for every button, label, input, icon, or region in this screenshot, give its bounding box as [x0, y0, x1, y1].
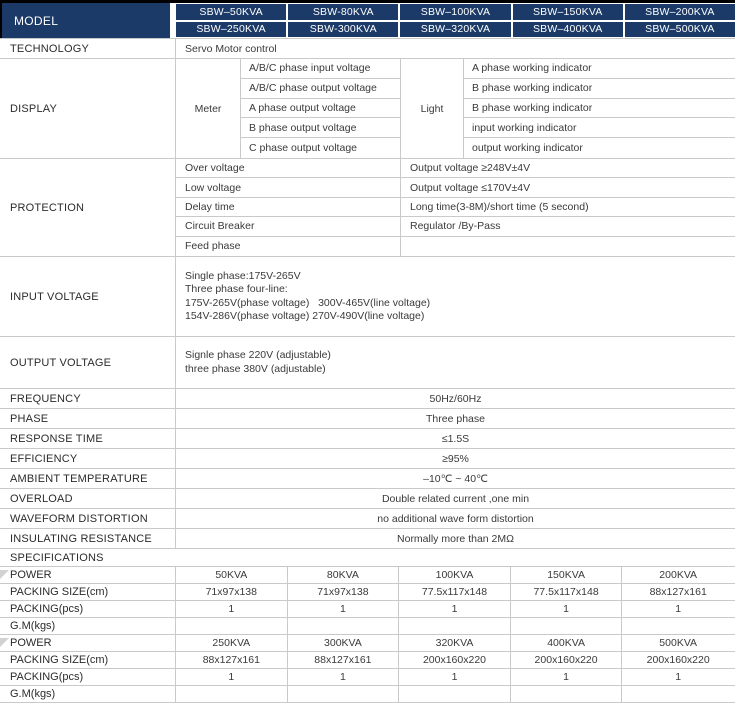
gm-kgs-row-group1 [0, 618, 735, 635]
model-header-cell [0, 3, 170, 38]
gm-kgs-value [399, 686, 511, 702]
protection-value: Long time(3-8M)/short time (5 second) [410, 201, 589, 214]
packing-pcs-value: 1 [176, 601, 288, 617]
power-value: 100KVA [399, 567, 511, 583]
packing-size-value: 71x97x138 [176, 584, 288, 600]
power-row-group1 [0, 567, 735, 584]
input-voltage-label: INPUT VOLTAGE [0, 257, 176, 336]
meter-items [241, 59, 401, 158]
model-header-row [0, 3, 735, 39]
power-value: 50KVA [176, 567, 288, 583]
insulating-resistance-row [0, 529, 735, 549]
protection-name: Low voltage [176, 178, 401, 196]
gm-kgs-value [288, 618, 400, 634]
packing-size-value: 200x160x220 [646, 654, 710, 666]
protection-name: Over voltage [176, 159, 401, 177]
power-value: 80KVA [288, 567, 400, 583]
display-row [0, 59, 735, 159]
packing-size-row-group1 [0, 584, 735, 601]
protection-value: Output voltage ≤170V±4V [410, 181, 531, 194]
waveform-distortion-label: WAVEFORM DISTORTION [0, 509, 176, 528]
frequency-value: 50Hz/60Hz [429, 392, 482, 405]
protection-name: Delay time [176, 198, 401, 216]
packing-size-value: 71x97x138 [288, 584, 400, 600]
model-cell-150kva: SBW–150KVA [513, 4, 623, 20]
meter-item: A/B/C phase input voltage [241, 59, 400, 79]
gm-kgs-value [399, 618, 511, 634]
input-voltage-line: Single phase:175V-265V [185, 269, 301, 282]
light-item: A phase working indicator [464, 59, 735, 79]
model-cell-100kva: SBW–100KVA [400, 4, 510, 20]
protection-value: Regulator /By-Pass [410, 220, 501, 233]
meter-item: C phase output voltage [249, 142, 357, 155]
technology-row [0, 39, 735, 59]
gm-kgs-value [288, 686, 400, 702]
row-marker-triangle-icon [0, 570, 9, 579]
overload-value: Double related current ,one min [381, 492, 530, 505]
packing-size-value: 88x127x161 [176, 652, 288, 668]
protection-subrow [176, 237, 735, 256]
ambient-temperature-row [0, 469, 735, 489]
meter-item: A/B/C phase output voltage [241, 79, 400, 99]
model-grid [176, 3, 735, 38]
model-cell-80kva: SBW-80KVA [288, 4, 398, 20]
protection-subrow [176, 198, 735, 217]
packing-pcs-row-group1 [0, 601, 735, 618]
ambient-temperature-value: –10℃ ~ 40℃ [423, 472, 488, 485]
specifications-header: SPECIFICATIONS [0, 549, 735, 567]
power-value: 320KVA [399, 635, 511, 651]
frequency-row [0, 389, 735, 409]
waveform-distortion-value: no additional wave form distortion [377, 512, 534, 525]
light-item: B phase working indicator [464, 99, 735, 119]
gm-kgs-value [176, 686, 288, 702]
model-cell-400kva: SBW–400KVA [513, 22, 623, 38]
meter-item: B phase output voltage [241, 118, 400, 138]
power-label: POWER [0, 635, 176, 651]
packing-pcs-label: PACKING(pcs) [0, 601, 176, 617]
packing-size-value: 88x127x161 [649, 586, 707, 598]
packing-size-value: 77.5x117x148 [399, 584, 511, 600]
protection-value [401, 237, 735, 256]
light-item: input working indicator [464, 118, 735, 138]
model-cell-50kva: SBW–50KVA [176, 4, 286, 20]
output-voltage-label: OUTPUT VOLTAGE [0, 337, 176, 388]
gm-kgs-value [511, 686, 623, 702]
input-voltage-line: Three phase four-line: [185, 283, 288, 295]
insulating-resistance-value: Normally more than 2MΩ [397, 532, 514, 545]
model-cell-200kva: SBW–200KVA [625, 4, 735, 20]
light-item: output working indicator [472, 142, 583, 155]
phase-value: Three phase [426, 412, 485, 425]
packing-size-row-group2 [0, 652, 735, 669]
protection-subrow [176, 217, 735, 236]
response-time-label: RESPONSE TIME [0, 429, 176, 448]
frequency-label: FREQUENCY [0, 389, 176, 408]
protection-body [176, 159, 735, 256]
protection-name: Feed phase [176, 237, 401, 256]
packing-pcs-value: 1 [511, 601, 623, 617]
overload-row [0, 489, 735, 509]
packing-size-value: 200x160x220 [399, 652, 511, 668]
gm-kgs-value [622, 686, 734, 702]
packing-size-label: PACKING SIZE(cm) [0, 584, 176, 600]
power-value: 400KVA [511, 635, 623, 651]
row-marker-triangle-icon [0, 638, 9, 647]
meter-item: A phase output voltage [241, 99, 400, 119]
packing-pcs-value: 1 [288, 601, 400, 617]
phase-row [0, 409, 735, 429]
response-time-value: ≤1.5S [441, 432, 470, 445]
response-time-row [0, 429, 735, 449]
packing-pcs-row-group2 [0, 669, 735, 686]
model-cell-300kva: SBW-300KVA [288, 22, 398, 38]
input-voltage-value [176, 257, 735, 336]
meter-label: Meter [176, 59, 241, 158]
packing-pcs-label: PACKING(pcs) [0, 669, 176, 685]
model-label: MODEL [14, 13, 59, 28]
packing-size-value: 88x127x161 [288, 652, 400, 668]
technology-label: TECHNOLOGY [0, 39, 176, 58]
protection-subrow [176, 178, 735, 197]
protection-label: PROTECTION [0, 159, 176, 256]
gm-kgs-label: G.M(kgs) [0, 686, 176, 702]
power-value: 250KVA [176, 635, 288, 651]
power-row-group2 [0, 635, 735, 652]
power-value: 150KVA [511, 567, 623, 583]
power-value: 200KVA [659, 569, 698, 581]
light-items [464, 59, 735, 158]
input-voltage-row [0, 257, 735, 337]
protection-row [0, 159, 735, 257]
phase-label: PHASE [0, 409, 176, 428]
efficiency-value: ≥95% [442, 452, 469, 465]
packing-pcs-value: 1 [511, 669, 623, 685]
output-voltage-line: three phase 380V (adjustable) [185, 362, 326, 375]
packing-size-label: PACKING SIZE(cm) [0, 652, 176, 668]
packing-size-value: 200x160x220 [511, 652, 623, 668]
protection-subrow [176, 159, 735, 178]
gm-kgs-value [511, 618, 623, 634]
power-value: 500KVA [659, 637, 698, 649]
ambient-temperature-label: AMBIENT TEMPERATURE [0, 469, 176, 488]
gm-kgs-row-group2 [0, 686, 735, 703]
protection-name: Circuit Breaker [176, 217, 401, 235]
packing-pcs-value: 1 [675, 671, 682, 683]
packing-pcs-value: 1 [176, 669, 288, 685]
model-cell-250kva: SBW–250KVA [176, 22, 286, 38]
packing-size-value: 77.5x117x148 [511, 584, 623, 600]
gm-kgs-label: G.M(kgs) [0, 618, 176, 634]
efficiency-row [0, 449, 735, 469]
power-value: 300KVA [288, 635, 400, 651]
output-voltage-value [176, 337, 735, 388]
power-label: POWER [0, 567, 176, 583]
packing-pcs-value: 1 [288, 669, 400, 685]
model-cell-500kva: SBW–500KVA [625, 22, 735, 38]
packing-pcs-value: 1 [675, 603, 682, 615]
gm-kgs-value [622, 618, 734, 634]
input-voltage-line: 154V-286V(phase voltage) 270V-490V(line voltage) [185, 310, 425, 322]
light-label: Light [401, 59, 464, 158]
waveform-distortion-row [0, 509, 735, 529]
gm-kgs-value [176, 618, 288, 634]
protection-value: Output voltage ≥248V±4V [410, 162, 531, 175]
input-voltage-line: 175V-265V(phase voltage) 300V-465V(line voltage) [185, 296, 431, 309]
technology-value: Servo Motor control [185, 42, 277, 55]
overload-label: OVERLOAD [0, 489, 176, 508]
insulating-resistance-label: INSULATING RESISTANCE [0, 529, 176, 548]
output-voltage-line: Signle phase 220V (adjustable) [185, 349, 331, 361]
efficiency-label: EFFICIENCY [0, 449, 176, 468]
model-cell-320kva: SBW–320KVA [400, 22, 510, 38]
output-voltage-row [0, 337, 735, 389]
packing-pcs-value: 1 [399, 601, 511, 617]
packing-pcs-value: 1 [399, 669, 511, 685]
display-label: DISPLAY [0, 59, 176, 158]
light-item: B phase working indicator [464, 79, 735, 99]
